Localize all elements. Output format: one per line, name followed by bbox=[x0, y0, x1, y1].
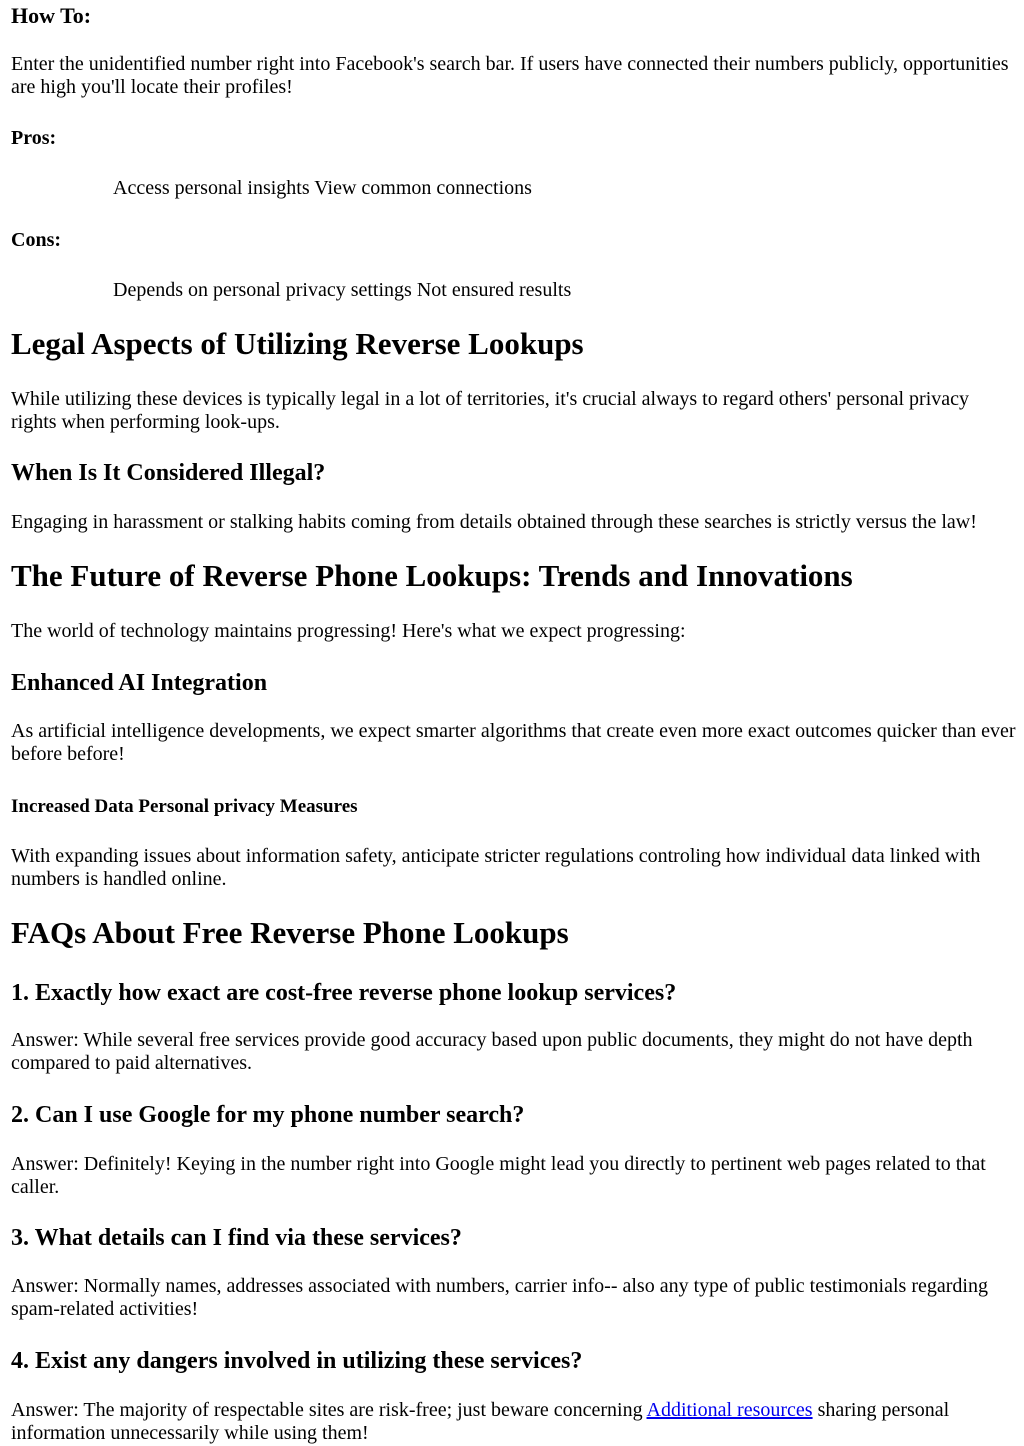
cons-list: Depends on personal privacy settings Not ensured results bbox=[113, 279, 572, 301]
cons-heading: Cons: bbox=[11, 229, 62, 251]
future-paragraph: The world of technology maintains progressing! Here's what we expect progressing: bbox=[11, 620, 686, 642]
faq-answer-3: Answer: Normally names, addresses associated with numbers, carrier info-- also any type of public testimonials regarding spam-related activities! bbox=[11, 1275, 988, 1320]
privacy-measures-heading: Increased Data Personal privacy Measures bbox=[11, 796, 358, 817]
ai-integration-paragraph: As artificial intelligence developments, we expect smarter algorithms that create even more exact outcomes quicker than ever before before! bbox=[11, 720, 1016, 765]
faq-answer-1: Answer: While several free services provide good accuracy based upon public documents, they might do not have depth compared to paid alternatives. bbox=[11, 1029, 973, 1074]
legal-aspects-paragraph: While utilizing these devices is typically legal in a lot of territories, it's crucial always to regard others' personal privacy rights when performing look-ups. bbox=[11, 388, 970, 433]
faq-question-1: 1. Exactly how exact are cost-free reverse phone lookup services? bbox=[11, 980, 677, 1006]
faq-answer-2: Answer: Definitely! Keying in the number right into Google might lead you directly to pertinent web pages related to that caller. bbox=[11, 1153, 986, 1198]
pros-list: Access personal insights View common connections bbox=[113, 177, 532, 199]
ai-integration-heading: Enhanced AI Integration bbox=[11, 670, 268, 696]
faq-question-4: 4. Exist any dangers involved in utilizing these services? bbox=[11, 1348, 583, 1374]
faq-answer-4-after-link: sharing personal information unnecessarily while using them! bbox=[11, 1399, 950, 1444]
faq-question-2: 2. Can I use Google for my phone number search? bbox=[11, 1102, 525, 1128]
illegal-heading: When Is It Considered Illegal? bbox=[11, 460, 326, 486]
faq-question-3: 3. What details can I find via these services? bbox=[11, 1225, 462, 1251]
privacy-measures-paragraph: With expanding issues about information safety, anticipate stricter regulations controling how individual data linked with numbers is handled online. bbox=[11, 845, 981, 890]
faqs-heading: FAQs About Free Reverse Phone Lookups bbox=[11, 915, 569, 950]
faq-answer-4 bbox=[11, 1399, 1011, 1445]
faq-answer-4-before-link: Answer: The majority of respectable sites are risk-free; just beware concerning bbox=[11, 1399, 647, 1421]
additional-resources-link[interactable]: Additional resources bbox=[646, 1399, 813, 1421]
how-to-paragraph: Enter the unidentified number right into Facebook's search bar. If users have connected their numbers publicly, opportunities are high you'll locate their profiles! bbox=[11, 53, 1009, 98]
legal-aspects-heading: Legal Aspects of Utilizing Reverse Lookups bbox=[11, 326, 584, 361]
illegal-paragraph: Engaging in harassment or stalking habits coming from details obtained through these searches is strictly versus the law! bbox=[11, 511, 977, 533]
how-to-heading: How To: bbox=[11, 3, 92, 28]
future-heading: The Future of Reverse Phone Lookups: Trends and Innovations bbox=[11, 558, 853, 593]
pros-heading: Pros: bbox=[11, 127, 57, 149]
